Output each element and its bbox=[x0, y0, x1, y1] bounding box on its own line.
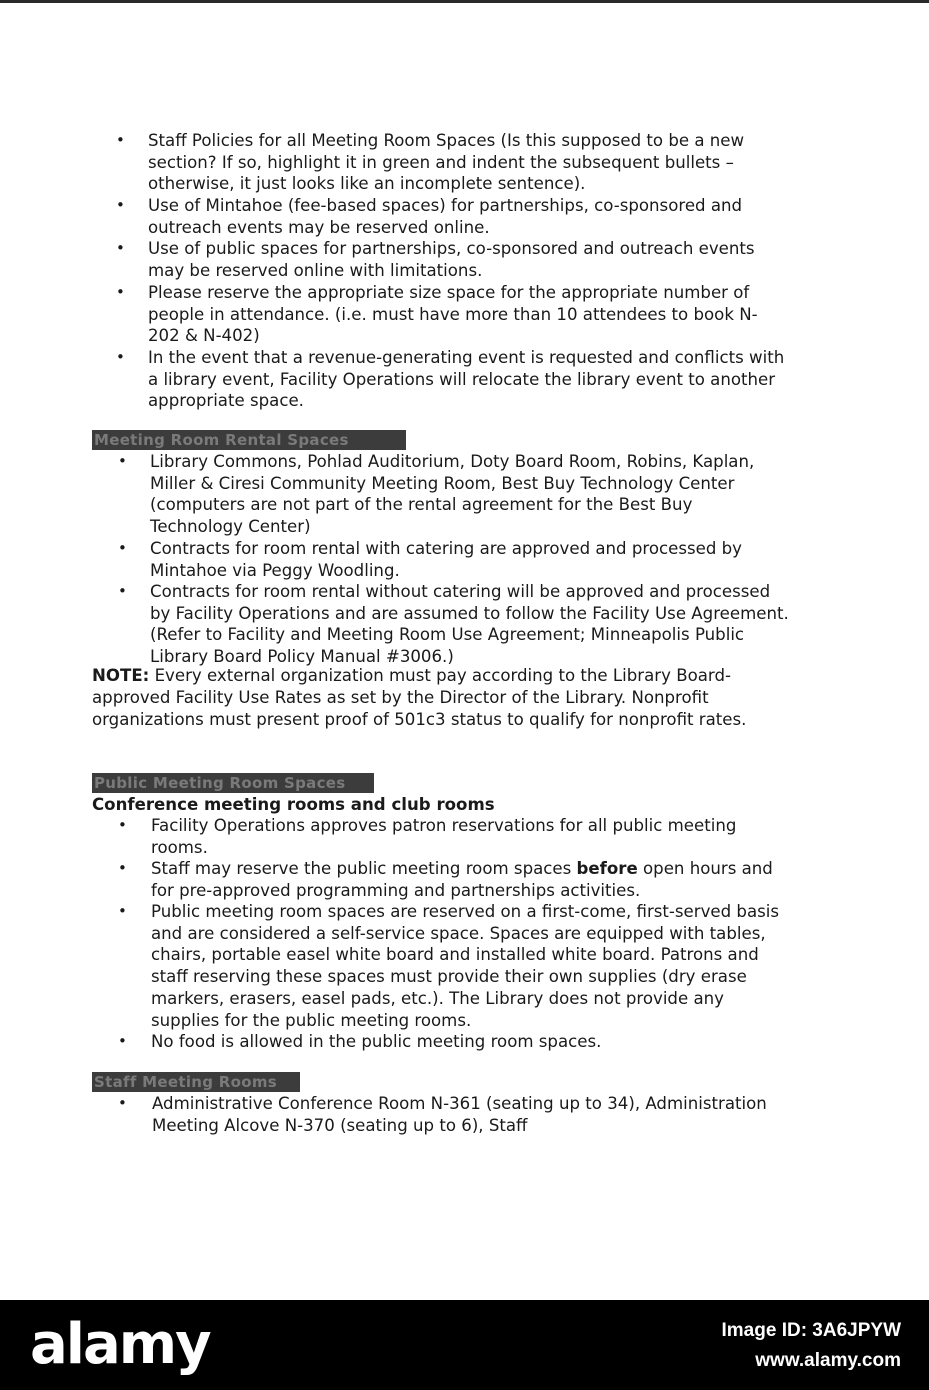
bullet-bold: before bbox=[576, 859, 638, 878]
list-item: • Use of public spaces for partnerships, co-sponsored and outreach events may be reserved online with limitations. bbox=[0, 238, 929, 282]
policy-list bbox=[0, 130, 929, 412]
rental-list bbox=[0, 451, 929, 668]
site-url: www.alamy.com bbox=[755, 1350, 901, 1371]
note-paragraph bbox=[92, 665, 792, 731]
section-heading-staff: Staff Meeting Rooms bbox=[92, 1072, 300, 1092]
list-item: • Administrative Conference Room N-361 (seating up to 34), Administration Meeting Alcove N-370 (seating up to 6), Staff bbox=[0, 1093, 929, 1136]
list-item bbox=[0, 858, 929, 901]
staff-room-list bbox=[0, 1093, 929, 1136]
section-heading-public: Public Meeting Room Spaces bbox=[92, 773, 374, 793]
list-item: • Public meeting room spaces are reserved on a first-come, first-served basis and are considered a self-service space. Spaces are equipped with tables, chairs, portable easel white board and installed white board. Patrons and staff reserving these spaces must provide their own supplies (dry erase markers, erasers, easel pads, etc.). The Library does not provide any supplies for the public meeting rooms. bbox=[0, 901, 929, 1031]
note-label: NOTE: bbox=[92, 666, 150, 685]
list-item: • Contracts for room rental with catering are approved and processed by Mintahoe via Peggy Woodling. bbox=[0, 538, 929, 581]
alamy-logo: alamy bbox=[30, 1312, 210, 1377]
list-item: • Facility Operations approves patron reservations for all public meeting rooms. bbox=[0, 815, 929, 858]
list-item: • Staff Policies for all Meeting Room Spaces (Is this supposed to be a new section? If so, highlight it in green and indent the subsequent bullets – otherwise, it just looks like an incomplete sentence). bbox=[0, 130, 929, 195]
bullet-text: open hours and for pre-approved programming and partnerships activities. bbox=[151, 859, 773, 900]
list-item: • Please reserve the appropriate size space for the appropriate number of people in attendance. (i.e. must have more than 10 attendees to book N-202 & N-402) bbox=[0, 282, 929, 347]
note-text: Every external organization must pay according to the Library Board-approved Facility Use Rates as set by the Director of the Library. Nonprofit organizations must present proof of 501c3 status to qualify for nonprofit rates. bbox=[92, 666, 747, 729]
public-room-list bbox=[0, 815, 929, 1053]
list-item: • Library Commons, Pohlad Auditorium, Doty Board Room, Robins, Kaplan, Miller & Ciresi Community Meeting Room, Best Buy Technology Center (computers are not part of the rental agreement for the Best Buy Technology Center) bbox=[0, 451, 929, 538]
bullet-text: Staff may reserve the public meeting room spaces bbox=[151, 859, 577, 878]
image-id-label: Image ID: 3A6JPYW bbox=[721, 1320, 901, 1341]
scan-edge bbox=[0, 0, 929, 3]
list-item: • Contracts for room rental without catering will be approved and processed by Facility Operations and are assumed to follow the Facility Use Agreement. (Refer to Facility and Meeting Room Use Agreement; Minneapolis Public Library Board Policy Manual #3006.) bbox=[0, 581, 929, 668]
subheading-conference: Conference meeting rooms and club rooms bbox=[92, 795, 495, 814]
section-heading-rental: Meeting Room Rental Spaces bbox=[92, 430, 406, 450]
list-item: • Use of Mintahoe (fee-based spaces) for partnerships, co-sponsored and outreach events may be reserved online. bbox=[0, 195, 929, 238]
watermark-bar bbox=[0, 1300, 929, 1390]
list-item: • In the event that a revenue-generating event is requested and conflicts with a library event, Facility Operations will relocate the library event to another appropriate space. bbox=[0, 347, 929, 412]
list-item: • No food is allowed in the public meeting room spaces. bbox=[0, 1031, 929, 1053]
